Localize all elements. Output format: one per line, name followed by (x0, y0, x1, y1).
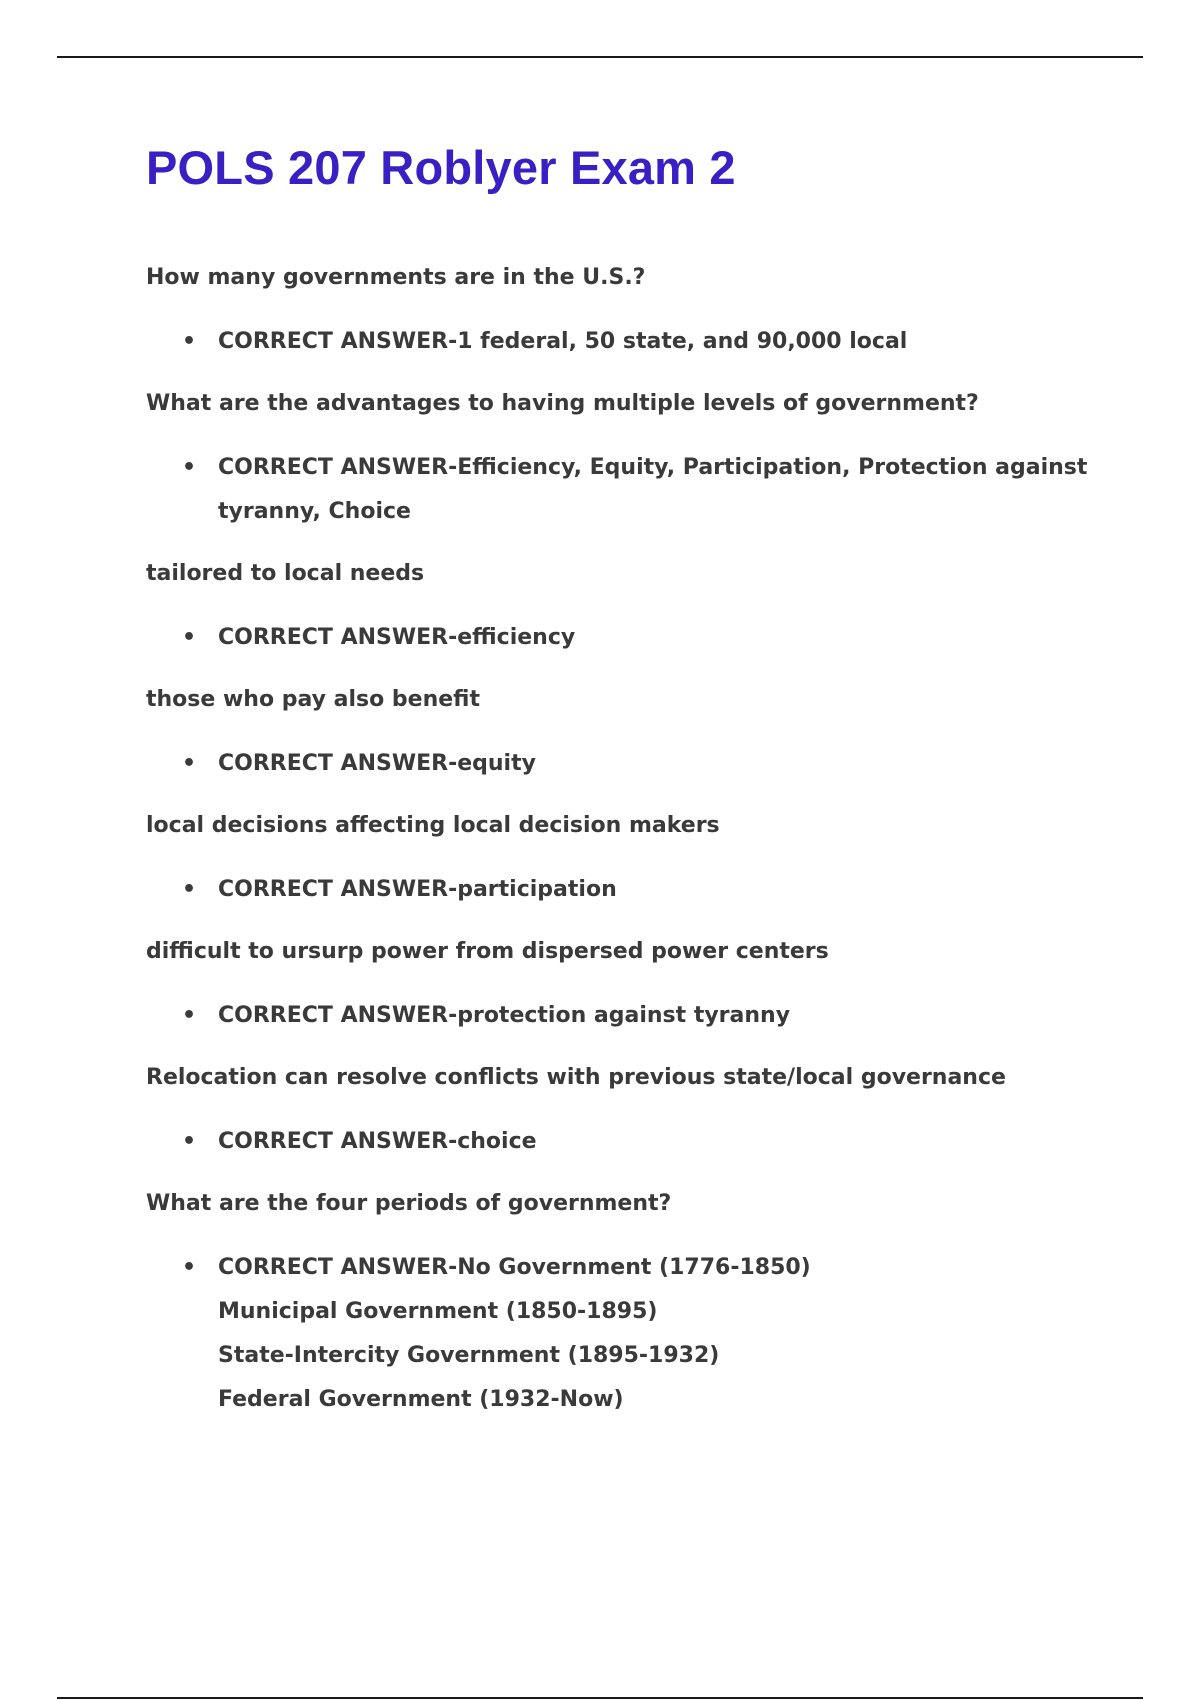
answer-list (146, 446, 1106, 534)
answer-item (146, 994, 1106, 1038)
answer-text: CORRECT ANSWER-equity (218, 751, 536, 776)
answer-text: CORRECT ANSWER-No Government (1776-1850) (218, 1255, 811, 1280)
bullet-icon: • (182, 1255, 197, 1280)
question-text: local decisions affecting local decision makers (146, 813, 720, 838)
bullet-icon: • (182, 1129, 197, 1154)
question-text: What are the four periods of government? (146, 1191, 672, 1216)
answer-item (146, 1120, 1106, 1164)
answer-text: CORRECT ANSWER-participation (218, 877, 617, 902)
answer-text: CORRECT ANSWER-efficiency (218, 625, 576, 650)
answer-text: CORRECT ANSWER-1 federal, 50 state, and 90,000 local (218, 329, 908, 354)
qa-list (146, 256, 1106, 1422)
answer-item (146, 616, 1106, 660)
answer-item (146, 868, 1106, 912)
answer-text: Municipal Government (1850-1895) (218, 1299, 658, 1324)
answer-text: CORRECT ANSWER-choice (218, 1129, 537, 1154)
answer-item (146, 446, 1106, 534)
question-text: difficult to ursurp power from dispersed power centers (146, 939, 829, 964)
question-text: How many governments are in the U.S.? (146, 265, 646, 290)
bullet-icon: • (182, 329, 197, 354)
answer-text: tyranny, Choice (218, 499, 411, 524)
answer-list (146, 994, 1106, 1038)
answer-item (146, 1246, 1106, 1422)
answer-list (146, 1120, 1106, 1164)
question-text: tailored to local needs (146, 561, 425, 586)
bullet-icon: • (182, 751, 197, 776)
bullet-icon: • (182, 455, 197, 480)
document-body (146, 140, 1106, 1440)
top-rule (57, 56, 1143, 58)
answer-text: CORRECT ANSWER-Efficiency, Equity, Participation, Protection against (218, 455, 1088, 480)
answer-item (146, 742, 1106, 786)
page-title: POLS 207 Roblyer Exam 2 (146, 141, 736, 194)
answer-list (146, 320, 1106, 364)
answer-text: State-Intercity Government (1895-1932) (218, 1343, 720, 1368)
answer-list (146, 1246, 1106, 1422)
answer-item (146, 320, 1106, 364)
question-text: What are the advantages to having multiple levels of government? (146, 391, 979, 416)
answer-list (146, 868, 1106, 912)
answer-list (146, 742, 1106, 786)
bullet-icon: • (182, 877, 197, 902)
question-text: those who pay also benefit (146, 687, 480, 712)
question-text: Relocation can resolve conflicts with previous state/local governance (146, 1065, 1006, 1090)
bottom-rule (57, 1697, 1143, 1699)
bullet-icon: • (182, 1003, 197, 1028)
bullet-icon: • (182, 625, 197, 650)
answer-text: CORRECT ANSWER-protection against tyranny (218, 1003, 791, 1028)
answer-list (146, 616, 1106, 660)
answer-text: Federal Government (1932-Now) (218, 1387, 624, 1412)
